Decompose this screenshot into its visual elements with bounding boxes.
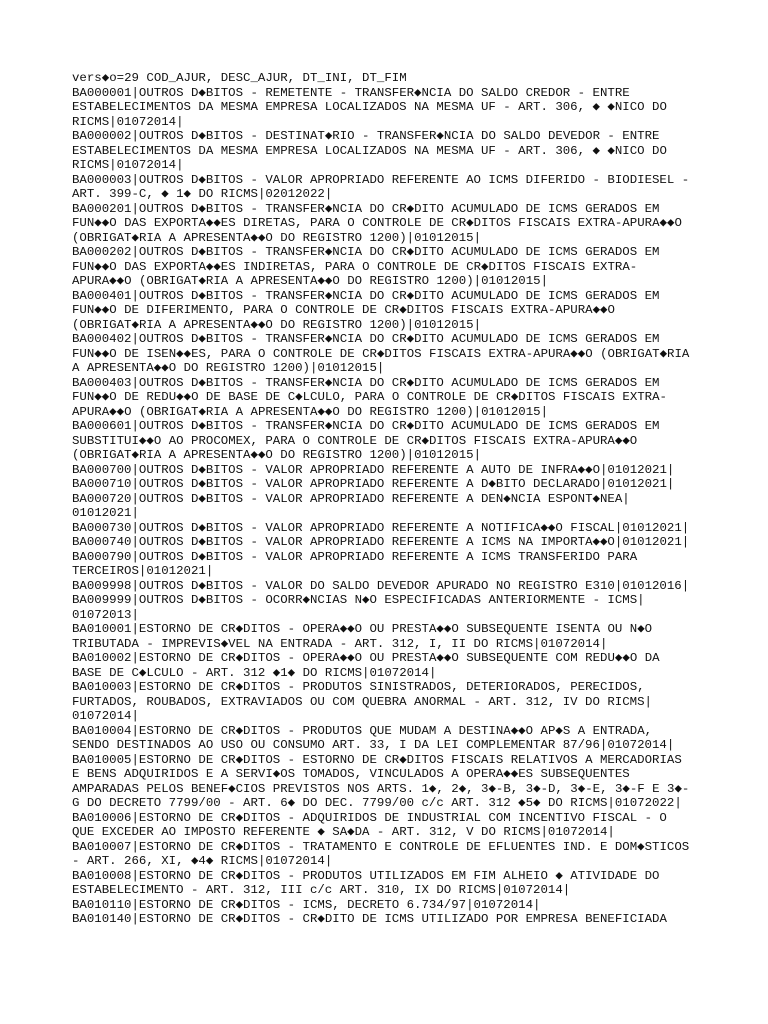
document-line: ESTABELECIMENTOS DA MESMA EMPRESA LOCALIZADOS NA MESMA UF - ART. 306, ◆ ◆NICO DO [72, 143, 667, 158]
document-line: FUN◆◆O DAS EXPORTA◆◆ES DIRETAS, PARA O CONTROLE DE CR◆DITOS FISCAIS EXTRA-APURA◆◆O [72, 216, 682, 230]
document-line: E BENS ADQUIRIDOS E A SERVI◆OS TOMADOS, VINCULADOS A OPERA◆◆ES SUBSEQUENTES [72, 767, 630, 781]
document-line: (OBRIGAT◆RIA A APRESENTA◆◆O DO REGISTRO 1200)|01012015| [72, 317, 482, 332]
document-line: BA010008|ESTORNO DE CR◆DITOS - PRODUTOS UTILIZADOS EM FIM ALHEIO ◆ ATIVIDADE DO [72, 868, 660, 883]
document-line: TERCEIROS|01012021| [72, 564, 214, 578]
document-line: 01012021| [72, 506, 139, 520]
document-line: BA000720|OUTROS D◆BITOS - VALOR APROPRIADO REFERENTE A DEN◆NCIA ESPONT◆NEA| [72, 491, 630, 506]
document-line: ESTABELECIMENTOS DA MESMA EMPRESA LOCALIZADOS NA MESMA UF - ART. 306, ◆ ◆NICO DO [72, 100, 667, 114]
document-line: BA010007|ESTORNO DE CR◆DITOS - TRATAMENTO E CONTROLE DE EFLUENTES IND. E DOM◆STICOS [72, 839, 690, 854]
document-line: BA000601|OUTROS D◆BITOS - TRANSFER◆NCIA DO CR◆DITO ACUMULADO DE ICMS GERADOS EM [72, 419, 660, 433]
document-line: BA000003|OUTROS D◆BITOS - VALOR APROPRIADO REFERENTE AO ICMS DIFERIDO - BIODIESEL - [72, 172, 690, 187]
document-line: BA000700|OUTROS D◆BITOS - VALOR APROPRIADO REFERENTE A AUTO DE INFRA◆◆O|01012021| [72, 462, 675, 477]
document-line: BA009999|OUTROS D◆BITOS - OCORR◆NCIAS N◆O ESPECIFICADAS ANTERIORMENTE - ICMS| [72, 593, 645, 607]
document-line: BA000403|OUTROS D◆BITOS - TRANSFER◆NCIA DO CR◆DITO ACUMULADO DE ICMS GERADOS EM [72, 375, 660, 390]
document-line: ART. 399-C, ◆ 1◆ DO RICMS|02012022| [72, 187, 333, 201]
document-line: 01072013| [72, 607, 139, 622]
document-line: BA010005|ESTORNO DE CR◆DITOS - ESTORNO DE CR◆DITOS FISCAIS RELATIVOS A MERCADORIAS [72, 752, 682, 767]
document-line: G DO DECRETO 7799/00 - ART. 6◆ DO DEC. 7799/00 c/c ART. 312 ◆5◆ DO RICMS|01072022| [72, 796, 682, 810]
document-line: FUN◆◆O DE ISEN◆◆ES, PARA O CONTROLE DE CR◆DITOS FISCAIS EXTRA-APURA◆◆O (OBRIGAT◆RIA [72, 346, 690, 361]
document-line: QUE EXCEDER AO IMPOSTO REFERENTE ◆ SA◆DA - ART. 312, V DO RICMS|01072014| [72, 825, 615, 839]
document-line: RICMS|01072014| [72, 114, 184, 129]
document-line: FUN◆◆O DE DIFERIMENTO, PARA O CONTROLE DE CR◆DITOS FISCAIS EXTRA-APURA◆◆O [72, 303, 615, 317]
document-line: BA010002|ESTORNO DE CR◆DITOS - OPERA◆◆O OU PRESTA◆◆O SUBSEQUENTE COM REDU◆◆O DA [72, 651, 660, 665]
document-line: BA000730|OUTROS D◆BITOS - VALOR APROPRIADO REFERENTE A NOTIFICA◆◆O FISCAL|01012021| [72, 520, 690, 535]
document-line: TRIBUTADA - IMPREVIS◆VEL NA ENTRADA - ART. 312, I, II DO RICMS|01072014| [72, 636, 608, 651]
document-line: APURA◆◆O (OBRIGAT◆RIA A APRESENTA◆◆O DO REGISTRO 1200)|01012015| [72, 404, 548, 419]
document-line: BA010140|ESTORNO DE CR◆DITOS - CR◆DITO DE ICMS UTILIZADO POR EMPRESA BENEFICIADA [72, 912, 667, 926]
document-line: A APRESENTA◆◆O DO REGISTRO 1200)|01012015| [72, 361, 385, 375]
document-line: BA010110|ESTORNO DE CR◆DITOS - ICMS, DECRETO 6.734/97|01072014| [72, 897, 541, 912]
document-line: FURTADOS, ROUBADOS, EXTRAVIADOS OU COM QUEBRA ANORMAL - ART. 312, IV DO RICMS| [72, 694, 652, 709]
document-line: FUN◆◆O DE REDU◆◆O DE BASE DE C◆LCULO, PARA O CONTROLE DE CR◆DITOS FISCAIS EXTRA- [72, 390, 667, 404]
document-line: (OBRIGAT◆RIA A APRESENTA◆◆O DO REGISTRO 1200)|01012015| [72, 448, 482, 462]
document-line: BA000790|OUTROS D◆BITOS - VALOR APROPRIADO REFERENTE A ICMS TRANSFERIDO PARA [72, 549, 638, 564]
document-line: BA009998|OUTROS D◆BITOS - VALOR DO SALDO DEVEDOR APURADO NO REGISTRO E310|01012016| [72, 578, 690, 593]
document-line: BASE DE C◆LCULO - ART. 312 ◆1◆ DO RICMS|01072014| [72, 665, 437, 680]
document-line: 01072014| [72, 709, 139, 723]
document-line: ESTABELECIMENTO - ART. 312, III c/c ART. 310, IX DO RICMS|01072014| [72, 883, 571, 897]
document-line: BA000201|OUTROS D◆BITOS - TRANSFER◆NCIA DO CR◆DITO ACUMULADO DE ICMS GERADOS EM [72, 201, 660, 216]
document-line: BA000401|OUTROS D◆BITOS - TRANSFER◆NCIA DO CR◆DITO ACUMULADO DE ICMS GERADOS EM [72, 288, 660, 303]
document-line: BA000740|OUTROS D◆BITOS - VALOR APROPRIADO REFERENTE A ICMS NA IMPORTA◆◆O|01012021| [72, 535, 690, 549]
document-line: SUBSTITUI◆◆O AO PROCOMEX, PARA O CONTROLE DE CR◆DITOS FISCAIS EXTRA-APURA◆◆O [72, 433, 638, 448]
document-line: BA010001|ESTORNO DE CR◆DITOS - OPERA◆◆O OU PRESTA◆◆O SUBSEQUENTE ISENTA OU N◆O [72, 622, 653, 636]
document-line: FUN◆◆O DAS EXPORTA◆◆ES INDIRETAS, PARA O CONTROLE DE CR◆DITOS FISCAIS EXTRA- [72, 259, 638, 274]
document-line: (OBRIGAT◆RIA A APRESENTA◆◆O DO REGISTRO 1200)|01012015| [72, 230, 482, 245]
text-document [72, 71, 712, 927]
document-line: - ART. 266, XI, ◆4◆ RICMS|01072014| [72, 854, 333, 868]
document-line: RICMS|01072014| [72, 158, 184, 172]
document-line: BA010006|ESTORNO DE CR◆DITOS - ADQUIRIDOS DE INDUSTRIAL COM INCENTIVO FISCAL - O [72, 810, 667, 825]
document-line: APURA◆◆O (OBRIGAT◆RIA A APRESENTA◆◆O DO REGISTRO 1200)|01012015| [72, 274, 548, 288]
document-line: BA010004|ESTORNO DE CR◆DITOS - PRODUTOS QUE MUDAM A DESTINA◆◆O AP◆S A ENTRADA, [72, 723, 653, 738]
document-line: BA000402|OUTROS D◆BITOS - TRANSFER◆NCIA DO CR◆DITO ACUMULADO DE ICMS GERADOS EM [72, 332, 660, 346]
document-line: BA000202|OUTROS D◆BITOS - TRANSFER◆NCIA DO CR◆DITO ACUMULADO DE ICMS GERADOS EM [72, 245, 660, 259]
document-line: BA000001|OUTROS D◆BITOS - REMETENTE - TRANSFER◆NCIA DO SALDO CREDOR - ENTRE [72, 85, 630, 100]
document-line: BA000710|OUTROS D◆BITOS - VALOR APROPRIADO REFERENTE A D◆BITO DECLARADO|01012021| [72, 477, 675, 491]
document-line: BA010003|ESTORNO DE CR◆DITOS - PRODUTOS SINISTRADOS, DETERIORADOS, PERECIDOS, [72, 680, 645, 694]
document-line: SENDO DESTINADOS AO USO OU CONSUMO ART. 33, I DA LEI COMPLEMENTAR 87/96|01072014| [72, 738, 675, 752]
document-line: BA000002|OUTROS D◆BITOS - DESTINAT◆RIO - TRANSFER◆NCIA DO SALDO DEVEDOR - ENTRE [72, 129, 660, 143]
document-line: AMPARADAS PELOS BENEF◆CIOS PREVISTOS NOS ARTS. 1◆, 2◆, 3◆-B, 3◆-D, 3◆-E, 3◆-F E 3◆- [72, 781, 690, 796]
document-line: vers◆o=29 COD_AJUR, DESC_AJUR, DT_INI, DT_FIM [72, 71, 407, 85]
